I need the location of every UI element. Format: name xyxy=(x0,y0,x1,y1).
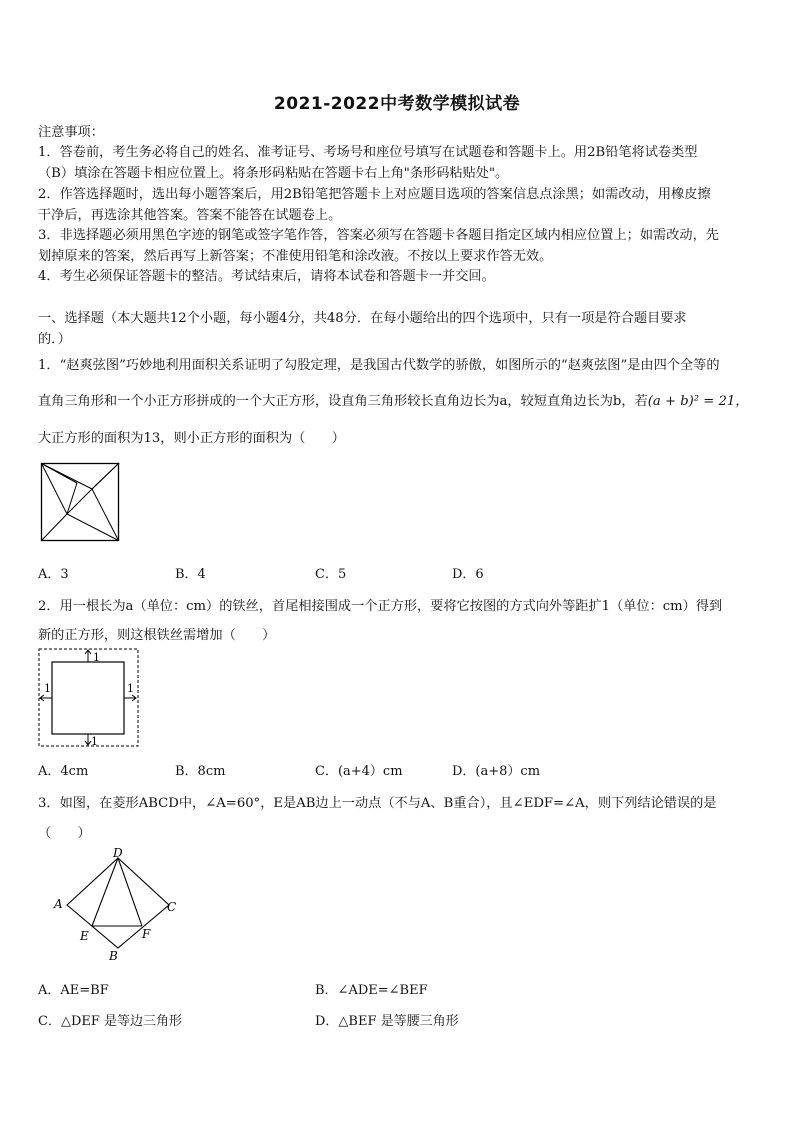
label-right: 1 xyxy=(127,682,134,695)
segment-de xyxy=(92,858,118,926)
q3-stem-line: 3．如图，在菱形ABCD中，∠A=60°，E是AB边上一动点（不与A、B重合），且∠EDF=∠A，则下列结论错误的是 xyxy=(38,796,717,811)
section-heading-cont: 的．） xyxy=(38,332,71,347)
notice-line: 3．非选择题必须用黑色字迹的钢笔或签字笔作答，答案必须写在答题卡各题目指定区域内相应位置上；如需改动，先 xyxy=(38,228,719,243)
q2-stem-line: 2．用一根长为a（单位：cm）的铁丝，首尾相接围成一个正方形，要将它按图的方式向外等距扩1（单位：cm）得到 xyxy=(38,599,723,614)
q3-option-b[interactable]: B．∠ADE=∠BEF xyxy=(315,983,428,998)
notice-line: 1．答卷前，考生务必将自己的姓名、准考证号、考场号和座位号填写在试题卷和答题卡上。用2B铅笔将试卷类型 xyxy=(38,145,698,160)
q2-option-d[interactable]: D．(a+8）cm xyxy=(452,764,541,779)
q3-stem-line: （ ） xyxy=(38,826,91,841)
notice-line: 干净后，再选涂其他答案。答案不能答在试题卷上。 xyxy=(38,208,342,223)
q2-figure-expanded-square xyxy=(38,648,140,748)
label-top: 1 xyxy=(93,651,100,664)
notice-line: 4．考生必须保证答题卡的整洁。考试结束后，请将本试卷和答题卡一并交回。 xyxy=(38,269,495,284)
q1-option-c[interactable]: C．5 xyxy=(315,567,347,582)
notice-heading: 注意事项： xyxy=(38,125,104,140)
label-left: 1 xyxy=(44,682,51,695)
q1-stem-line: 1．“赵爽弦图”巧妙地利用面积关系证明了勾股定理，是我国古代数学的骄傲，如图所示的“赵爽弦图”是由四个全等的 xyxy=(38,358,720,373)
section-heading: 一、选择题（本大题共12个小题，每小题4分，共48分．在每小题给出的四个选项中，只有一项是符合题目要求 xyxy=(38,311,687,326)
q2-stem-line: 新的正方形，则这根铁丝需增加（ ） xyxy=(38,628,276,643)
q3-option-c[interactable]: C．△DEF 是等边三角形 xyxy=(38,1014,183,1029)
q3-option-d[interactable]: D．△BEF 是等腰三角形 xyxy=(315,1014,459,1029)
q1-formula: (a + b)² = 21， xyxy=(647,394,749,409)
inner-triangle-top xyxy=(42,464,119,490)
inner-square xyxy=(52,662,124,734)
notice-line: 2．作答选择题时，选出每小题答案后，用2B铅笔把答题卡上对应题目选项的答案信息点涂黑；如需改动，用橡皮擦 xyxy=(38,187,711,202)
q1-figure-zhaoshuang-diagram xyxy=(41,463,121,543)
notice-line: 划掉原来的答案，然后再写上新答案；不准使用铅笔和涂改液。不按以上要求作答无效。 xyxy=(38,249,553,264)
q3-option-a[interactable]: A．AE=BF xyxy=(38,983,109,998)
label-d: D xyxy=(113,846,123,860)
q2-option-a[interactable]: A．4cm xyxy=(38,764,89,779)
label-e: E xyxy=(80,929,89,943)
outer-dashed-square xyxy=(39,649,138,746)
q1-stem-line: 大正方形的面积为13，则小正方形的面积为（ ） xyxy=(38,431,345,446)
notice-line: （B）填涂在答题卡相应位置上。将条形码粘贴在答题卡右上角"条形码粘贴处"。 xyxy=(38,166,509,181)
q1-stem-text: 直角三角形和一个小正方形拼成的一个大正方形，设直角三角形较长直角边长为a，较短直角边长为b，若 xyxy=(38,394,648,409)
label-a: A xyxy=(54,897,63,911)
q2-option-b[interactable]: B．8cm xyxy=(175,764,226,779)
label-bottom: 1 xyxy=(91,735,98,748)
inner-line-b xyxy=(42,514,68,541)
q3-figure-rhombus xyxy=(52,848,182,964)
label-f: F xyxy=(142,927,151,941)
q1-option-d[interactable]: D．6 xyxy=(452,567,484,582)
q1-stem-line xyxy=(38,390,748,409)
q2-option-c[interactable]: C．(a+4）cm xyxy=(315,764,403,779)
segment-df xyxy=(118,858,142,926)
page-title: 2021-2022中考数学模拟试卷 xyxy=(273,94,521,114)
label-c: C xyxy=(167,900,177,914)
q1-option-b[interactable]: B．4 xyxy=(175,567,206,582)
label-b: B xyxy=(109,949,118,963)
q1-option-a[interactable]: A．3 xyxy=(38,567,69,582)
